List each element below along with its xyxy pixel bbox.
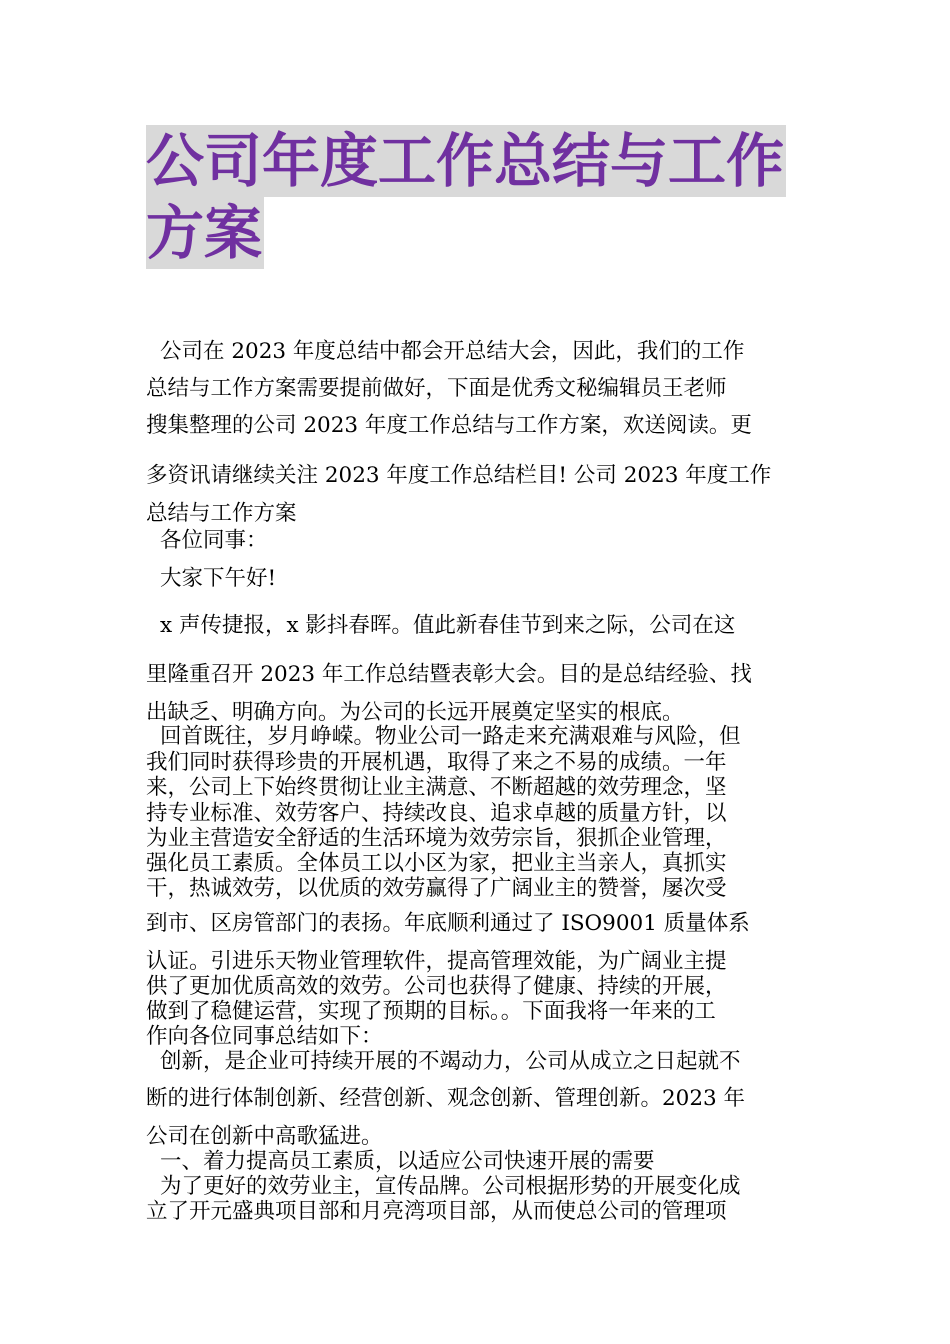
text-line: 断的进行体制创新、经营创新、观念创新、管理创新。2023 年 xyxy=(146,1086,746,1111)
text-line: 供了更加优质高效的效劳。公司也获得了健康、持续的开展， xyxy=(146,974,727,999)
text-line: 回首既往，岁月峥嵘。物业公司一路走来充满艰难与风险，但 xyxy=(160,724,741,749)
title-line-2: 方案 xyxy=(146,199,263,267)
text-line: 立了开元盛典项目部和月亮湾项目部，从而使总公司的管理项 xyxy=(146,1199,727,1224)
text-line: 创新，是企业可持续开展的不竭动力，公司从成立之日起就不 xyxy=(160,1049,741,1074)
text-line: 到市、区房管部门的表扬。年底顺利通过了 ISO9001 质量体系 xyxy=(146,911,750,936)
text-line: 持专业标准、效劳客户、持续改良、追求卓越的质量方针，以 xyxy=(146,801,727,826)
title-line-1: 公司年度工作总结与工作 xyxy=(146,127,785,195)
text-line: 搜集整理的公司 2023 年度工作总结与工作方案，欢送阅读。更 xyxy=(146,413,752,438)
text-line: 大家下午好! xyxy=(160,566,277,591)
text-line: 做到了稳健运营，实现了预期的目标。。下面我将一年来的工 xyxy=(146,999,716,1024)
text-line: 一、着力提高员工素质，以适应公司快速开展的需要 xyxy=(160,1149,655,1174)
text-line: 总结与工作方案 xyxy=(146,501,297,526)
text-line: 多资讯请继续关注 2023 年度工作总结栏目! 公司 2023 年度工作 xyxy=(146,463,772,488)
text-line: 出缺乏、明确方向。为公司的长远开展奠定坚实的根底。 xyxy=(146,700,684,725)
text-line: 总结与工作方案需要提前做好，下面是优秀文秘编辑员王老师 xyxy=(146,376,727,401)
text-line: 为业主营造安全舒适的生活环境为效劳宗旨，狠抓企业管理， xyxy=(146,826,727,851)
text-line: 各位同事： xyxy=(160,528,268,553)
text-line: 公司在创新中高歌猛进。 xyxy=(146,1124,383,1149)
text-line: 认证。引进乐天物业管理软件，提高管理效能，为广阔业主提 xyxy=(146,949,727,974)
text-line: 强化员工素质。全体员工以小区为家，把业主当亲人，真抓实 xyxy=(146,851,727,876)
text-line: 里隆重召开 2023 年工作总结暨表彰大会。目的是总结经验、找 xyxy=(146,662,752,687)
text-line: 为了更好的效劳业主，宣传品牌。公司根据形势的开展变化成 xyxy=(160,1174,741,1199)
text-line: 干，热诚效劳，以优质的效劳赢得了广阔业主的赞誉，屡次受 xyxy=(146,876,727,901)
text-line: 来，公司上下始终贯彻让业主满意、不断超越的效劳理念，坚 xyxy=(146,775,727,800)
text-line: 我们同时获得珍贵的开展机遇，取得了来之不易的成绩。一年 xyxy=(146,750,727,775)
text-line: 作向各位同事总结如下： xyxy=(146,1024,383,1049)
text-line: x 声传捷报，x 影抖春晖。值此新春佳节到来之际，公司在这 xyxy=(160,613,736,638)
document-title xyxy=(146,125,816,269)
text-line: 公司在 2023 年度总结中都会开总结大会，因此，我们的工作 xyxy=(160,339,745,364)
